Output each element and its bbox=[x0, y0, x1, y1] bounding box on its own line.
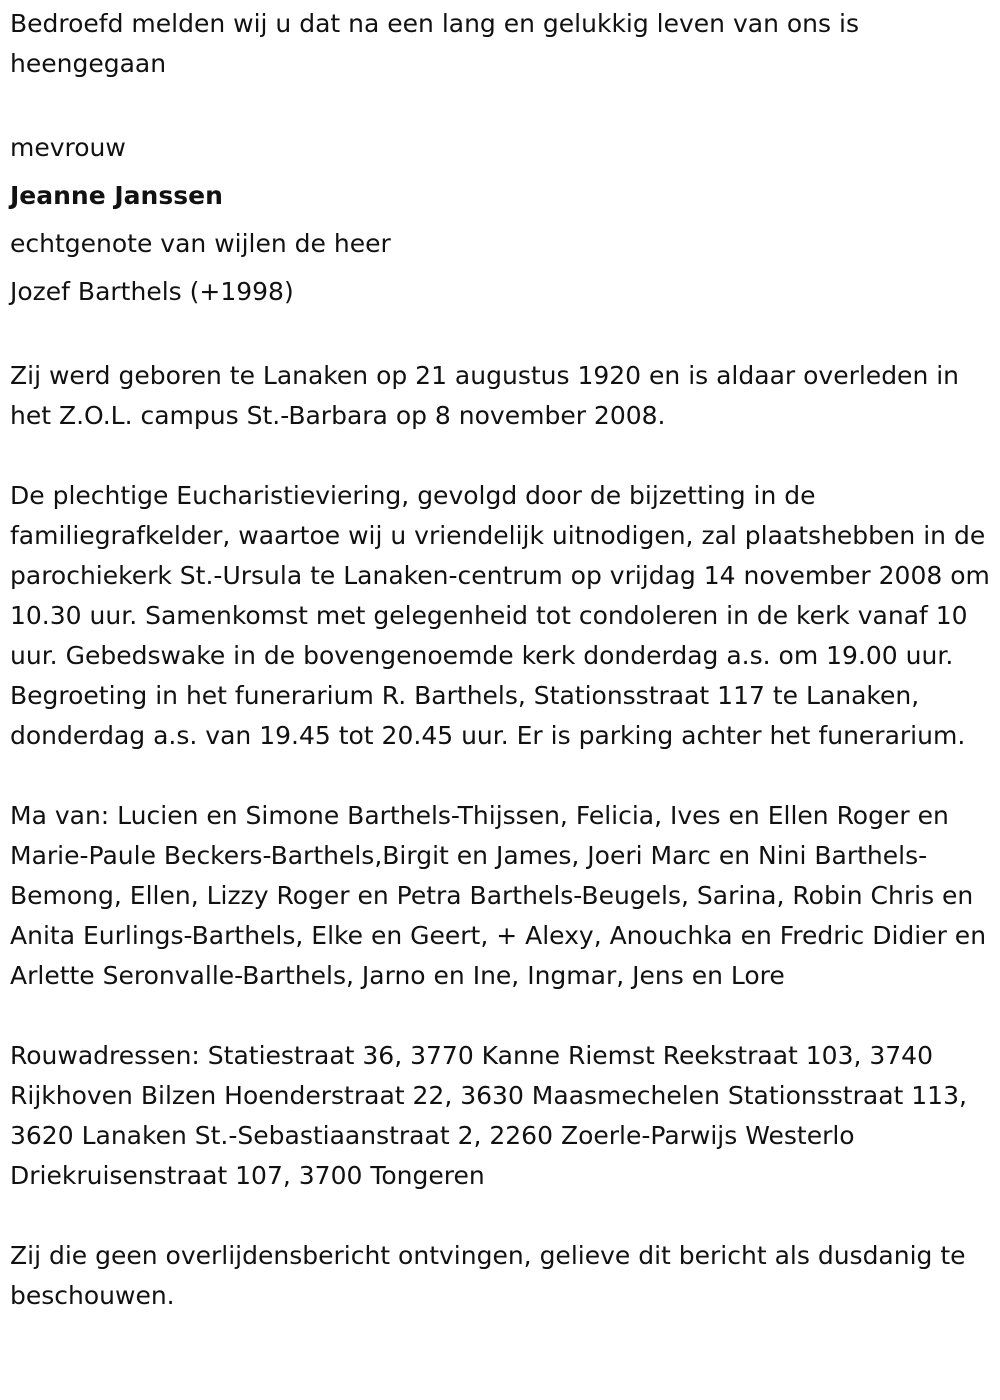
honorific: mevrouw bbox=[10, 133, 126, 162]
closing-paragraph: Zij die geen overlijdensbericht ontvingen, gelieve dit bericht als dusdanig te beschouwen. bbox=[10, 1241, 966, 1310]
spouse-name: Jozef Barthels (+1998) bbox=[10, 277, 294, 306]
deceased-name: Jeanne Janssen bbox=[10, 181, 223, 210]
ceremony-paragraph: De plechtige Eucharistieviering, gevolgd door de bijzetting in de familiegrafkelder, waartoe wij u vriendelijk uitnodigen, zal plaatshebben in de parochiekerk St.-Ursula te Lanaken-centrum op vrijdag 14 november 2008 om 10.30 uur. Samenkomst met gelegenheid tot condoleren in de kerk vanaf 10 uur. Gebedswake in de bovengenoemde kerk donderdag a.s. om 19.00 uur. Begroeting in het funerarium R. Barthels, Stationsstraat 117 te Lanaken, donderdag a.s. van 19.45 tot 20.45 uur. Er is parking achter het funerarium. bbox=[10, 481, 990, 750]
intro-text: Bedroefd melden wij u dat na een lang en gelukkig leven van ons is heengegaan bbox=[10, 9, 859, 78]
birth-death-paragraph: Zij werd geboren te Lanaken op 21 augustus 1920 en is aldaar overleden in het Z.O.L. campus St.-Barbara op 8 november 2008. bbox=[10, 361, 960, 430]
addresses-paragraph: Rouwadressen: Statiestraat 36, 3770 Kanne Riemst Reekstraat 103, 3740 Rijkhoven Bilzen Hoenderstraat 22, 3630 Maasmechelen Stationsstraat 113, 3620 Lanaken St.-Sebastiaanstraat 2, 2260 Zoerle-Parwijs Westerlo Driekruisenstraat 107, 3700 Tongeren bbox=[10, 1041, 967, 1190]
family-paragraph: Ma van: Lucien en Simone Barthels-Thijssen, Felicia, Ives en Ellen Roger en Marie-Paule Beckers-Barthels,Birgit en James, Joeri Marc en Nini Barthels-Bemong, Ellen, Lizzy Roger en Petra Barthels-Beugels, Sarina, Robin Chris en Anita Eurlings-Barthels, Elke en Geert, + Alexy, Anouchka en Fredric Didier en Arlette Seronvalle-Barthels, Jarno en Ine, Ingmar, Jens en Lore bbox=[10, 801, 987, 990]
relation-text: echtgenote van wijlen de heer bbox=[10, 229, 391, 258]
